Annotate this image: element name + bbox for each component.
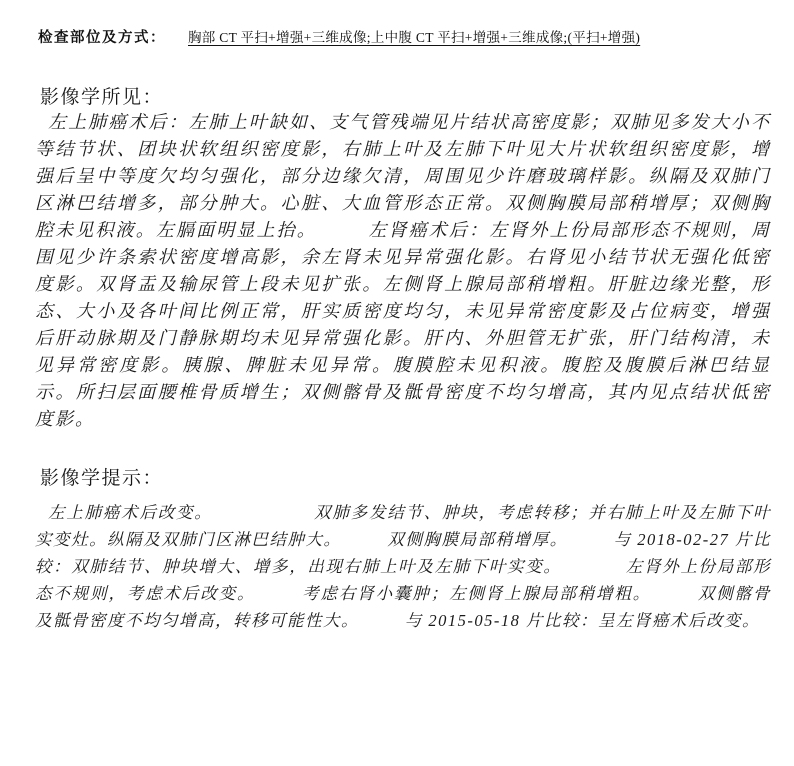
exam-method-line [38,28,770,48]
impression-text: 左上肺癌术后改变。 双肺多发结节、肿块，考虑转移；并右肺上叶及左肺下叶实变灶。纵隔及双肺门区淋巴结肿大。 双侧胸膜局部稍增厚。 与 2018-02-27 片比较：双肺结节、肿块增大、增多，出现右肺上叶及左肺下叶实变。 左肾外上份局部形态不规则，考虑术后改变。 考虑右肾小囊肿；左侧肾上腺局部稍增粗。 双侧髂骨及骶骨密度不均匀增高，转移可能性大。 与 2015-05-18 片比较：呈左肾癌术后改变。 [35,503,771,630]
findings-section-heading: 影像学所见： [40,87,164,108]
exam-method-value: 胸部 CT 平扫+增强+三维成像;上中腹 CT 平扫+增强+三维成像;(平扫+增强) [188,30,641,45]
exam-method-label: 检查部位及方式： [38,30,166,46]
findings-text: 左上肺癌术后：左肺上叶缺如、支气管残端见片结状高密度影；双肺见多发大小不等结节状、团块状软组织密度影，右肺上叶及左肺下叶见大片状软组织密度影，增强后呈中等度欠均匀强化，部分边缘欠清，周围见少许磨玻璃样影。纵隔及双肺门区淋巴结增多，部分肿大。心脏、大血管形态正常。双侧胸膜局部稍增厚；双侧胸腔未见积液。左膈面明显上抬。 左肾癌术后：左肾外上份局部形态不规则，周围见少许条索状密度增高影，余左肾未见异常强化影。右肾见小结节状无强化低密度影。双肾盂及输尿管上段未见扩张。左侧肾上腺局部稍增粗。肝脏边缘光整，形态、大小及各叶间比例正常，肝实质密度均匀，未见异常密度影及占位病变，增强后肝动脉期及门静脉期均未见异常强化影。肝内、外胆管无扩张，肝门结构清，未见异常密度影。胰腺、脾脏未见异常。腹膜腔未见积液。腹腔及腹膜后淋巴结显示。所扫层面腰椎骨质增生；双侧髂骨及骶骨密度不均匀增高，其内见点结状低密度影。 [35,112,771,429]
impression-section-heading: 影像学提示： [40,468,164,489]
